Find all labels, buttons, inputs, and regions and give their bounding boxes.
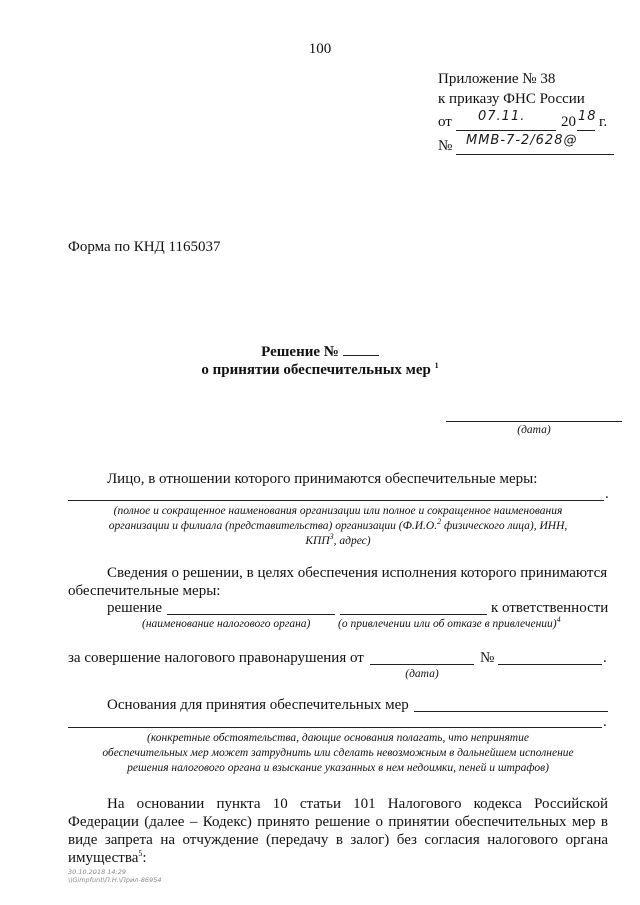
footnote-3: 3 — [329, 532, 334, 542]
offense-number-line — [498, 664, 602, 665]
basis-line-4 — [68, 849, 147, 867]
header-appendix-number: Приложение № 38 — [438, 71, 556, 87]
footnote-4: 4 — [556, 615, 561, 625]
decision-subtitle — [0, 361, 640, 379]
decision-date-line — [446, 421, 622, 422]
header-number-prefix: № — [438, 138, 453, 154]
header-date-year-prefix: 20 — [561, 114, 576, 130]
person-caption-3a: КПП — [305, 535, 330, 547]
decision-type-line — [340, 614, 487, 615]
footnote-5: 5 — [138, 849, 143, 858]
header-date-prefix: от — [438, 114, 452, 130]
grounds-caption-1: (конкретные обстоятельства, дающие основания полагать, что непринятие — [147, 732, 529, 744]
header-date-year-line — [577, 130, 595, 131]
header-date-day-handwritten: 07.11. — [478, 109, 526, 124]
page-number: 100 — [308, 41, 332, 57]
person-caption-2b: физического лица), ИНН, — [441, 520, 568, 532]
decision-word: решение — [107, 600, 163, 616]
footer-file-path: \\Gimpfunt\П.Н.\Прил-86954 — [68, 876, 162, 884]
person-caption-2a: организации и филиала (представительства) организации (Ф.И.О. — [108, 520, 438, 532]
decision-number-blank — [343, 342, 379, 356]
offense-end: . — [603, 650, 607, 666]
offense-date-caption: (дата) — [405, 668, 439, 680]
form-code: Форма по КНД 1165037 — [68, 239, 221, 255]
person-label: Лицо, в отношении которого принимаются обеспечительные меры: — [107, 471, 538, 487]
basis-line-4-end: : — [142, 850, 147, 866]
basis-line-2: Федерации (далее – Кодекс) принято решение о принятии обеспечительных мер в — [68, 814, 608, 830]
decision-date-caption: (дата) — [517, 424, 551, 436]
person-caption-1: (полное и сокращенное наименования организации или полное и сокращенное наименования — [113, 505, 563, 517]
basis-line-4-text: имущества — [68, 850, 139, 866]
person-caption-3 — [68, 534, 608, 548]
grounds-line-1 — [414, 711, 608, 712]
basis-line-3: виде запрета на отчуждение (передачу в залог) без согласия налогового органа — [68, 832, 608, 848]
header-date-year-handwritten: 18 — [578, 109, 597, 124]
decision-title — [0, 342, 640, 361]
offense-date-line — [370, 664, 474, 665]
tax-authority-caption: (наименование налогового органа) — [142, 618, 311, 630]
grounds-caption-2: обеспечительных мер может затруднить или сделать невозможным в дальнейшем исполнение — [102, 747, 574, 759]
decision-intro-1: Сведения о решении, в целях обеспечения исполнения которого принимаются — [107, 565, 608, 581]
header-number-line — [456, 154, 614, 155]
person-caption-2 — [68, 519, 608, 533]
grounds-caption-3: решения налогового органа и взыскание указанных в нем недоимки, пеней и штрафов) — [127, 762, 549, 774]
person-line-end: . — [605, 486, 609, 502]
responsibility-text: к ответственности — [491, 600, 609, 616]
footnote-2: 2 — [437, 517, 442, 527]
decision-subtitle-text: о принятии обеспечительных мер — [201, 362, 431, 378]
header-number-handwritten: ММВ-7-2/628@ — [466, 133, 578, 148]
footnote-1: 1 — [434, 361, 439, 370]
basis-line-1: На основании пункта 10 статьи 101 Налогового кодекса Российской — [107, 796, 608, 812]
offense-prefix: за совершение налогового правонарушения от — [68, 650, 364, 666]
offense-number-sign: № — [480, 650, 495, 666]
grounds-label: Основания для принятия обеспечительных мер — [107, 697, 409, 713]
decision-intro-2: обеспечительные меры: — [68, 583, 221, 599]
decision-type-caption-text: (о привлечении или об отказе в привлечении) — [338, 618, 557, 630]
header-order-reference: к приказу ФНС России — [438, 91, 585, 107]
header-date-suffix: г. — [599, 114, 608, 130]
person-line — [68, 500, 604, 501]
decision-type-caption — [338, 617, 561, 631]
person-caption-3b: , адрес) — [333, 535, 371, 547]
header-date-day-line — [456, 130, 556, 131]
grounds-line-end: . — [603, 714, 607, 730]
decision-title-text: Решение № — [261, 344, 339, 360]
footer-timestamp: 30.10.2018 14:29 — [68, 868, 127, 876]
grounds-line-2 — [68, 727, 602, 728]
tax-authority-line — [167, 614, 335, 615]
